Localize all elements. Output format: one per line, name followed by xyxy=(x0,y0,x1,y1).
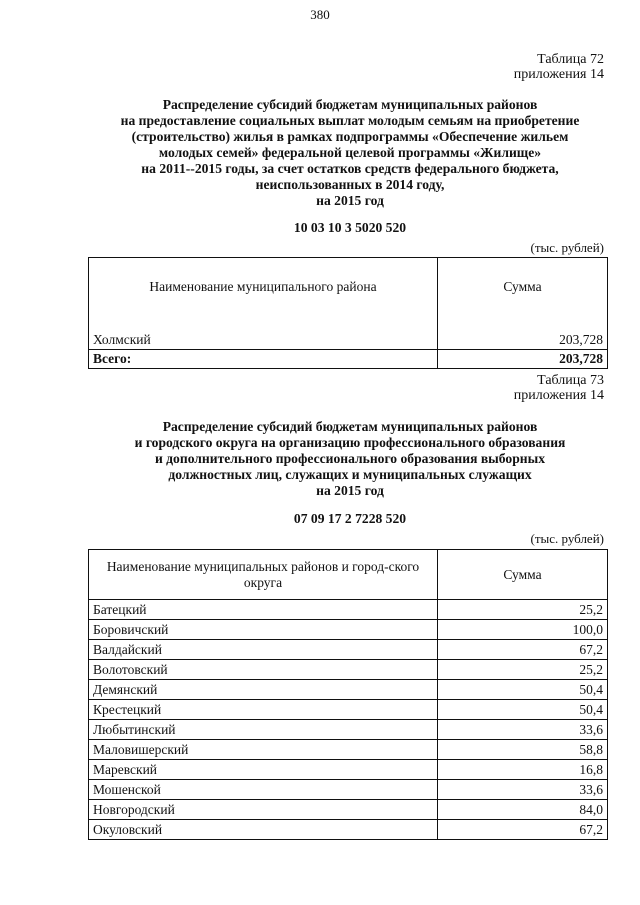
row-name: Маревский xyxy=(89,760,438,780)
table73 xyxy=(88,549,608,840)
row-sum: 50,4 xyxy=(438,700,608,720)
heading-line: и дополнительного профессионального образования выборных xyxy=(154,451,546,466)
row-name: Батецкий xyxy=(89,600,438,620)
table73-reference xyxy=(514,373,604,403)
table-row xyxy=(89,331,608,350)
heading-line: на предоставление социальных выплат молодым семьям на приобретение xyxy=(120,113,580,128)
row-sum: 16,8 xyxy=(438,760,608,780)
heading-line: на 2015 год xyxy=(316,193,384,208)
table72-ref-line1: Таблица 72 xyxy=(537,52,604,67)
column-header-name: Наименование муниципальных районов и город-ского округа xyxy=(89,550,438,600)
table72 xyxy=(88,257,608,369)
table-row xyxy=(89,820,608,840)
spacer-row xyxy=(89,315,608,331)
row-sum: 84,0 xyxy=(438,800,608,820)
row-name: Холмский xyxy=(89,331,438,350)
page-number: 380 xyxy=(310,7,330,22)
row-name: Окуловский xyxy=(89,820,438,840)
row-sum: 67,2 xyxy=(438,640,608,660)
table72-ref-line2: приложения 14 xyxy=(513,67,604,82)
heading-line: должностных лиц, служащих и муниципальных служащих xyxy=(168,467,532,482)
row-sum: 25,2 xyxy=(438,660,608,680)
column-header-name: Наименование муниципального района xyxy=(89,258,438,316)
heading-line: Распределение субсидий бюджетам муниципальных районов xyxy=(162,97,538,112)
row-sum: 25,2 xyxy=(438,600,608,620)
column-header-sum: Сумма xyxy=(503,278,542,294)
row-name: Новгородский xyxy=(89,800,438,820)
total-sum: 203,728 xyxy=(438,350,608,369)
table72-heading xyxy=(90,97,610,209)
table-row xyxy=(89,700,608,720)
total-row xyxy=(89,350,608,369)
table73-ref-line1: Таблица 73 xyxy=(537,373,604,388)
table72-budget-code: 10 03 10 3 5020 520 xyxy=(293,220,407,235)
row-name: Маловишерский xyxy=(89,740,438,760)
table-row xyxy=(89,780,608,800)
table-row xyxy=(89,600,608,620)
table72-unit: (тыс. рублей) xyxy=(530,240,604,255)
table73-unit: (тыс. рублей) xyxy=(530,531,604,546)
column-header-sum: Сумма xyxy=(438,550,608,600)
row-sum: 203,728 xyxy=(559,332,603,347)
heading-line: неиспользованных в 2014 году, xyxy=(255,177,445,192)
heading-line: и городского округа на организацию профессионального образования xyxy=(134,435,566,450)
row-sum: 33,6 xyxy=(438,720,608,740)
heading-line: (строительство) жилья в рамках подпрограммы «Обеспечение жильем xyxy=(131,129,569,144)
table73-heading xyxy=(90,419,610,499)
row-name: Валдайский xyxy=(89,640,438,660)
row-sum: 58,8 xyxy=(438,740,608,760)
row-name: Крестецкий xyxy=(89,700,438,720)
heading-line: на 2011--2015 годы, за счет остатков средств федерального бюджета, xyxy=(141,161,559,176)
row-name: Боровичский xyxy=(89,620,438,640)
table-row xyxy=(89,680,608,700)
table-row xyxy=(89,720,608,740)
row-sum: 100,0 xyxy=(438,620,608,640)
table-row xyxy=(89,660,608,680)
heading-line: Распределение субсидий бюджетам муниципальных районов xyxy=(162,419,538,434)
row-sum: 50,4 xyxy=(438,680,608,700)
table72-reference xyxy=(514,52,604,82)
table-header-row xyxy=(89,550,608,600)
table-header-row xyxy=(89,258,608,316)
table-row xyxy=(89,740,608,760)
table-row xyxy=(89,760,608,780)
table-row xyxy=(89,640,608,660)
heading-line: на 2015 год xyxy=(316,483,384,498)
row-name: Демянский xyxy=(89,680,438,700)
row-name: Волотовский xyxy=(89,660,438,680)
heading-line: молодых семей» федеральной целевой программы «Жилище» xyxy=(158,145,542,160)
table73-budget-code: 07 09 17 2 7228 520 xyxy=(293,511,407,526)
row-sum: 67,2 xyxy=(438,820,608,840)
table-row xyxy=(89,800,608,820)
row-name: Любытинский xyxy=(89,720,438,740)
row-sum: 33,6 xyxy=(438,780,608,800)
table73-ref-line2: приложения 14 xyxy=(513,388,604,403)
table-row xyxy=(89,620,608,640)
total-label: Всего: xyxy=(89,350,438,369)
row-name: Мошенской xyxy=(89,780,438,800)
